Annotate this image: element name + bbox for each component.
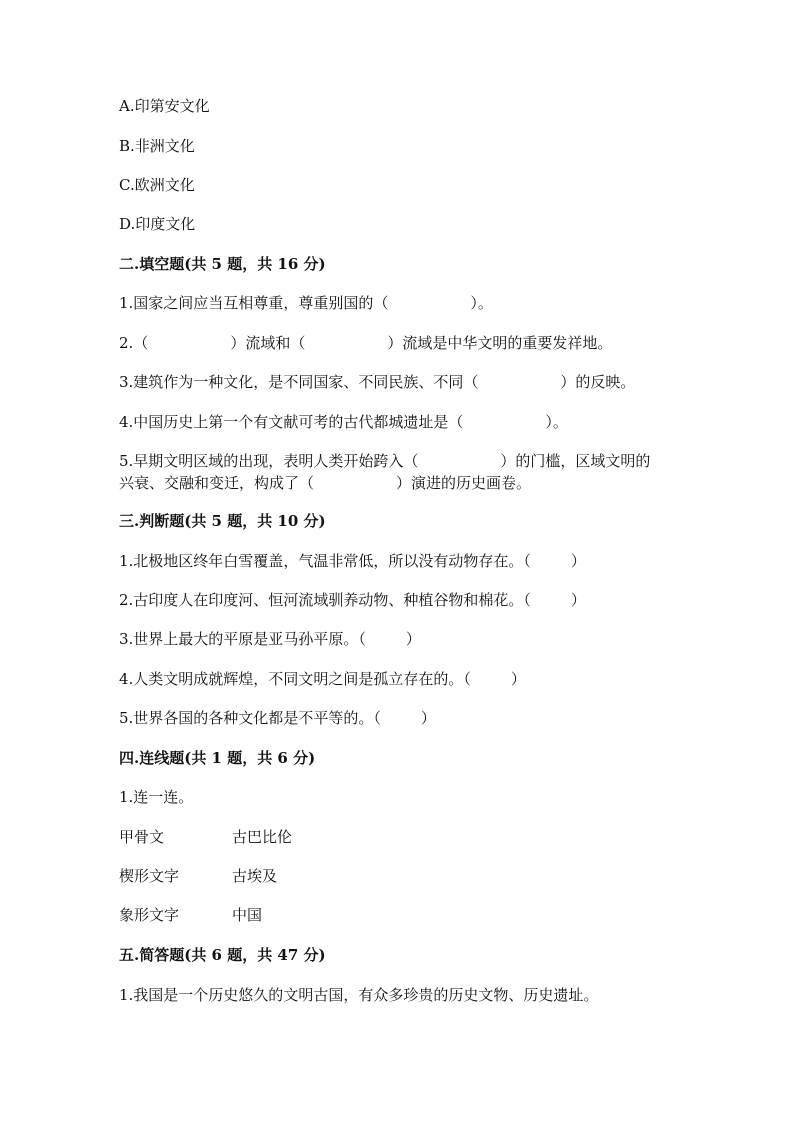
question-text: ）。	[470, 294, 493, 312]
question-text: 2.（	[119, 334, 149, 352]
section-heading-true-false: 三.判断题(共 5 题，共 10 分)	[119, 512, 326, 530]
question-text: 5.早期文明区域的出现，表明人类开始跨入（	[119, 452, 419, 470]
matching-right-item: 古埃及	[232, 867, 278, 885]
matching-question-1: 1.连一连。	[119, 788, 194, 806]
matching-right-item: 古巴比伦	[232, 828, 293, 846]
section-heading-fill-blank: 二.填空题(共 5 题，共 16 分)	[119, 255, 326, 273]
judge-question-1	[119, 550, 586, 572]
question-text: 3.世界上最大的平原是亚马孙平原。（	[119, 630, 366, 648]
fill-question-4	[119, 411, 568, 433]
question-text: 5.世界各国的各种文化都是不平等的。（	[119, 709, 381, 727]
fill-question-5-line-2	[119, 472, 531, 494]
section-heading-short-answer: 五.简答题(共 6 题，共 47 分)	[119, 946, 326, 964]
question-text: 1.北极地区终年白雪覆盖，气温非常低，所以没有动物存在。（	[119, 552, 531, 570]
matching-left-item: 甲骨文	[119, 828, 165, 846]
section-heading-matching: 四.连线题(共 1 题，共 6 分)	[119, 749, 316, 767]
question-text: ）	[570, 591, 586, 609]
option-a: A.印第安文化	[119, 97, 210, 115]
question-text: 4.中国历史上第一个有文献可考的古代都城遗址是（	[119, 413, 464, 431]
question-text: ）。	[545, 413, 568, 431]
fill-question-1	[119, 292, 493, 314]
option-c: C.欧洲文化	[119, 176, 195, 194]
question-text: ）	[405, 630, 421, 648]
judge-question-3	[119, 628, 421, 650]
question-text: 2.古印度人在印度河、恒河流域驯养动物、种植谷物和棉花。（	[119, 591, 531, 609]
question-text: ）的反映。	[560, 373, 636, 391]
question-text: 4.人类文明成就辉煌，不同文明之间是孤立存在的。（	[119, 670, 471, 688]
question-text: ）	[510, 670, 526, 688]
question-text: ）流域是中华文明的重要发祥地。	[387, 334, 613, 352]
judge-question-4	[119, 668, 526, 690]
question-text: ）流域和（	[230, 334, 306, 352]
fill-question-5-line-1	[119, 450, 650, 472]
matching-left-item: 楔形文字	[119, 867, 180, 885]
judge-question-5	[119, 707, 436, 729]
question-text: 3.建筑作为一种文化，是不同国家、不同民族、不同（	[119, 373, 479, 391]
question-text: ）的门槛，区域文明的	[500, 452, 651, 470]
question-text: ）演进的历史画卷。	[396, 474, 532, 492]
question-text: 1.国家之间应当互相尊重，尊重别国的（	[119, 294, 389, 312]
option-b: B.非洲文化	[119, 137, 195, 155]
short-answer-question-1: 1.我国是一个历史悠久的文明古国，有众多珍贵的历史文物、历史遗址。	[119, 986, 599, 1004]
question-text: ）	[570, 552, 586, 570]
option-d: D.印度文化	[119, 215, 196, 233]
fill-question-2	[119, 332, 612, 354]
question-text: ）	[420, 709, 436, 727]
matching-left-item: 象形文字	[119, 906, 180, 924]
matching-right-item: 中国	[232, 906, 263, 924]
judge-question-2	[119, 589, 586, 611]
question-text: 兴衰、交融和变迁，构成了（	[119, 474, 315, 492]
fill-question-3	[119, 371, 635, 393]
